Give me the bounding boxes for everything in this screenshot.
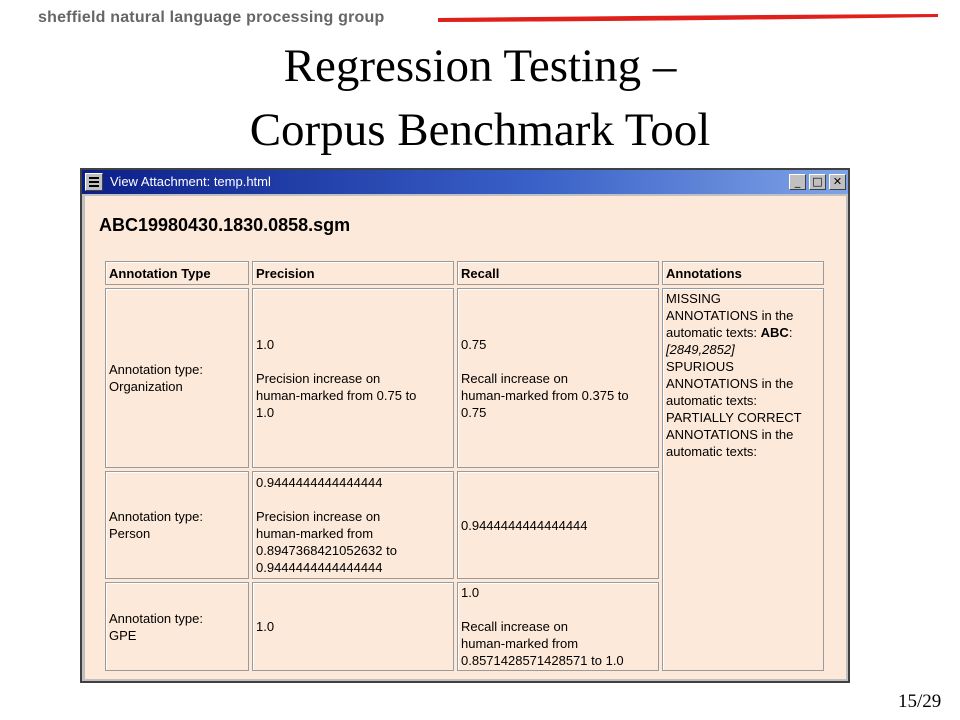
annotations-line: PARTIALLY CORRECT [666,410,802,425]
precision-value: 1.0 [256,336,275,352]
recall-note: human-marked from 0.375 to [461,387,629,403]
column-header-recall: Recall [457,261,659,285]
precision-note: human-marked from 0.75 to [256,387,417,403]
annotation-type-name: GPE [109,627,137,643]
annotation-type-name: Person [109,526,151,541]
precision-cell [252,288,454,468]
annotations-doc-link: ABC [760,325,789,340]
recall-note: 0.8571428571428571 to 1.0 [461,653,624,668]
annotation-type-label: Annotation type: [109,509,203,524]
annotation-type-name: Organization [109,379,183,394]
recall-value: 0.9444444444444444 [461,517,588,533]
annotations-line: ANNOTATIONS in the [666,427,794,442]
table-header-row [105,261,824,285]
window-title: View Attachment: temp.html [110,174,271,189]
annotation-type-cell [105,582,249,671]
recall-cell [457,582,659,671]
annotations-line: SPURIOUS [666,359,734,374]
precision-note: human-marked from [256,526,374,541]
column-header-precision: Precision [252,261,454,285]
window-titlebar[interactable] [82,170,848,194]
close-button[interactable]: ✕ [829,174,846,190]
annotation-type-label: Annotation type: [109,362,203,377]
precision-cell [252,471,454,579]
precision-value: 1.0 [256,619,275,634]
annotation-type-label: Annotation type: [109,610,203,626]
annotation-type-cell [105,471,249,579]
table-row [105,288,824,468]
slide-title-line1: Regression Testing – [283,40,677,92]
recall-note: Recall increase on [461,619,568,634]
annotations-line: ANNOTATIONS in the [666,376,794,391]
precision-note: Precision increase on [256,509,381,524]
annotations-range: [2849,2852] [666,342,735,357]
results-table [102,258,827,674]
minimize-button[interactable]: _ [789,174,806,190]
precision-cell [252,582,454,671]
precision-note: 0.9444444444444444 [256,560,383,575]
page-number: 15/29 [898,691,942,712]
annotations-line: automatic texts: [666,393,758,408]
precision-note: 0.8947368421052632 to [256,543,397,558]
column-header-annotations: Annotations [662,261,824,285]
annotations-cell [662,288,824,671]
window-menu-icon[interactable] [85,173,103,191]
annotations-line: MISSING [666,291,721,306]
precision-value: 0.9444444444444444 [256,475,383,490]
annotation-type-cell [105,288,249,468]
recall-note: 0.75 [461,404,487,420]
slide-title-line2: Corpus Benchmark Tool [249,104,711,156]
annotations-line: : [788,325,793,340]
column-header-annotation-type: Annotation Type [105,261,249,285]
attachment-content [85,196,846,679]
recall-cell [457,288,659,468]
annotations-line: ANNOTATIONS in the [666,308,794,323]
precision-note: 1.0 [256,404,275,420]
recall-value: 1.0 [461,585,480,600]
precision-note: Precision increase on [256,370,381,386]
recall-value: 0.75 [461,336,487,352]
brand-text: sheffield natural language processing group [38,9,385,26]
annotations-line: automatic texts: [666,325,761,340]
document-heading: ABC19980430.1830.0858.sgm [99,215,351,235]
recall-note: human-marked from [461,636,579,651]
annotations-line: automatic texts: [666,444,758,459]
attachment-window [80,168,850,683]
maximize-button[interactable]: □ [809,174,826,190]
recall-note: Recall increase on [461,370,568,386]
recall-cell [457,471,659,579]
header-swoosh [438,12,938,26]
